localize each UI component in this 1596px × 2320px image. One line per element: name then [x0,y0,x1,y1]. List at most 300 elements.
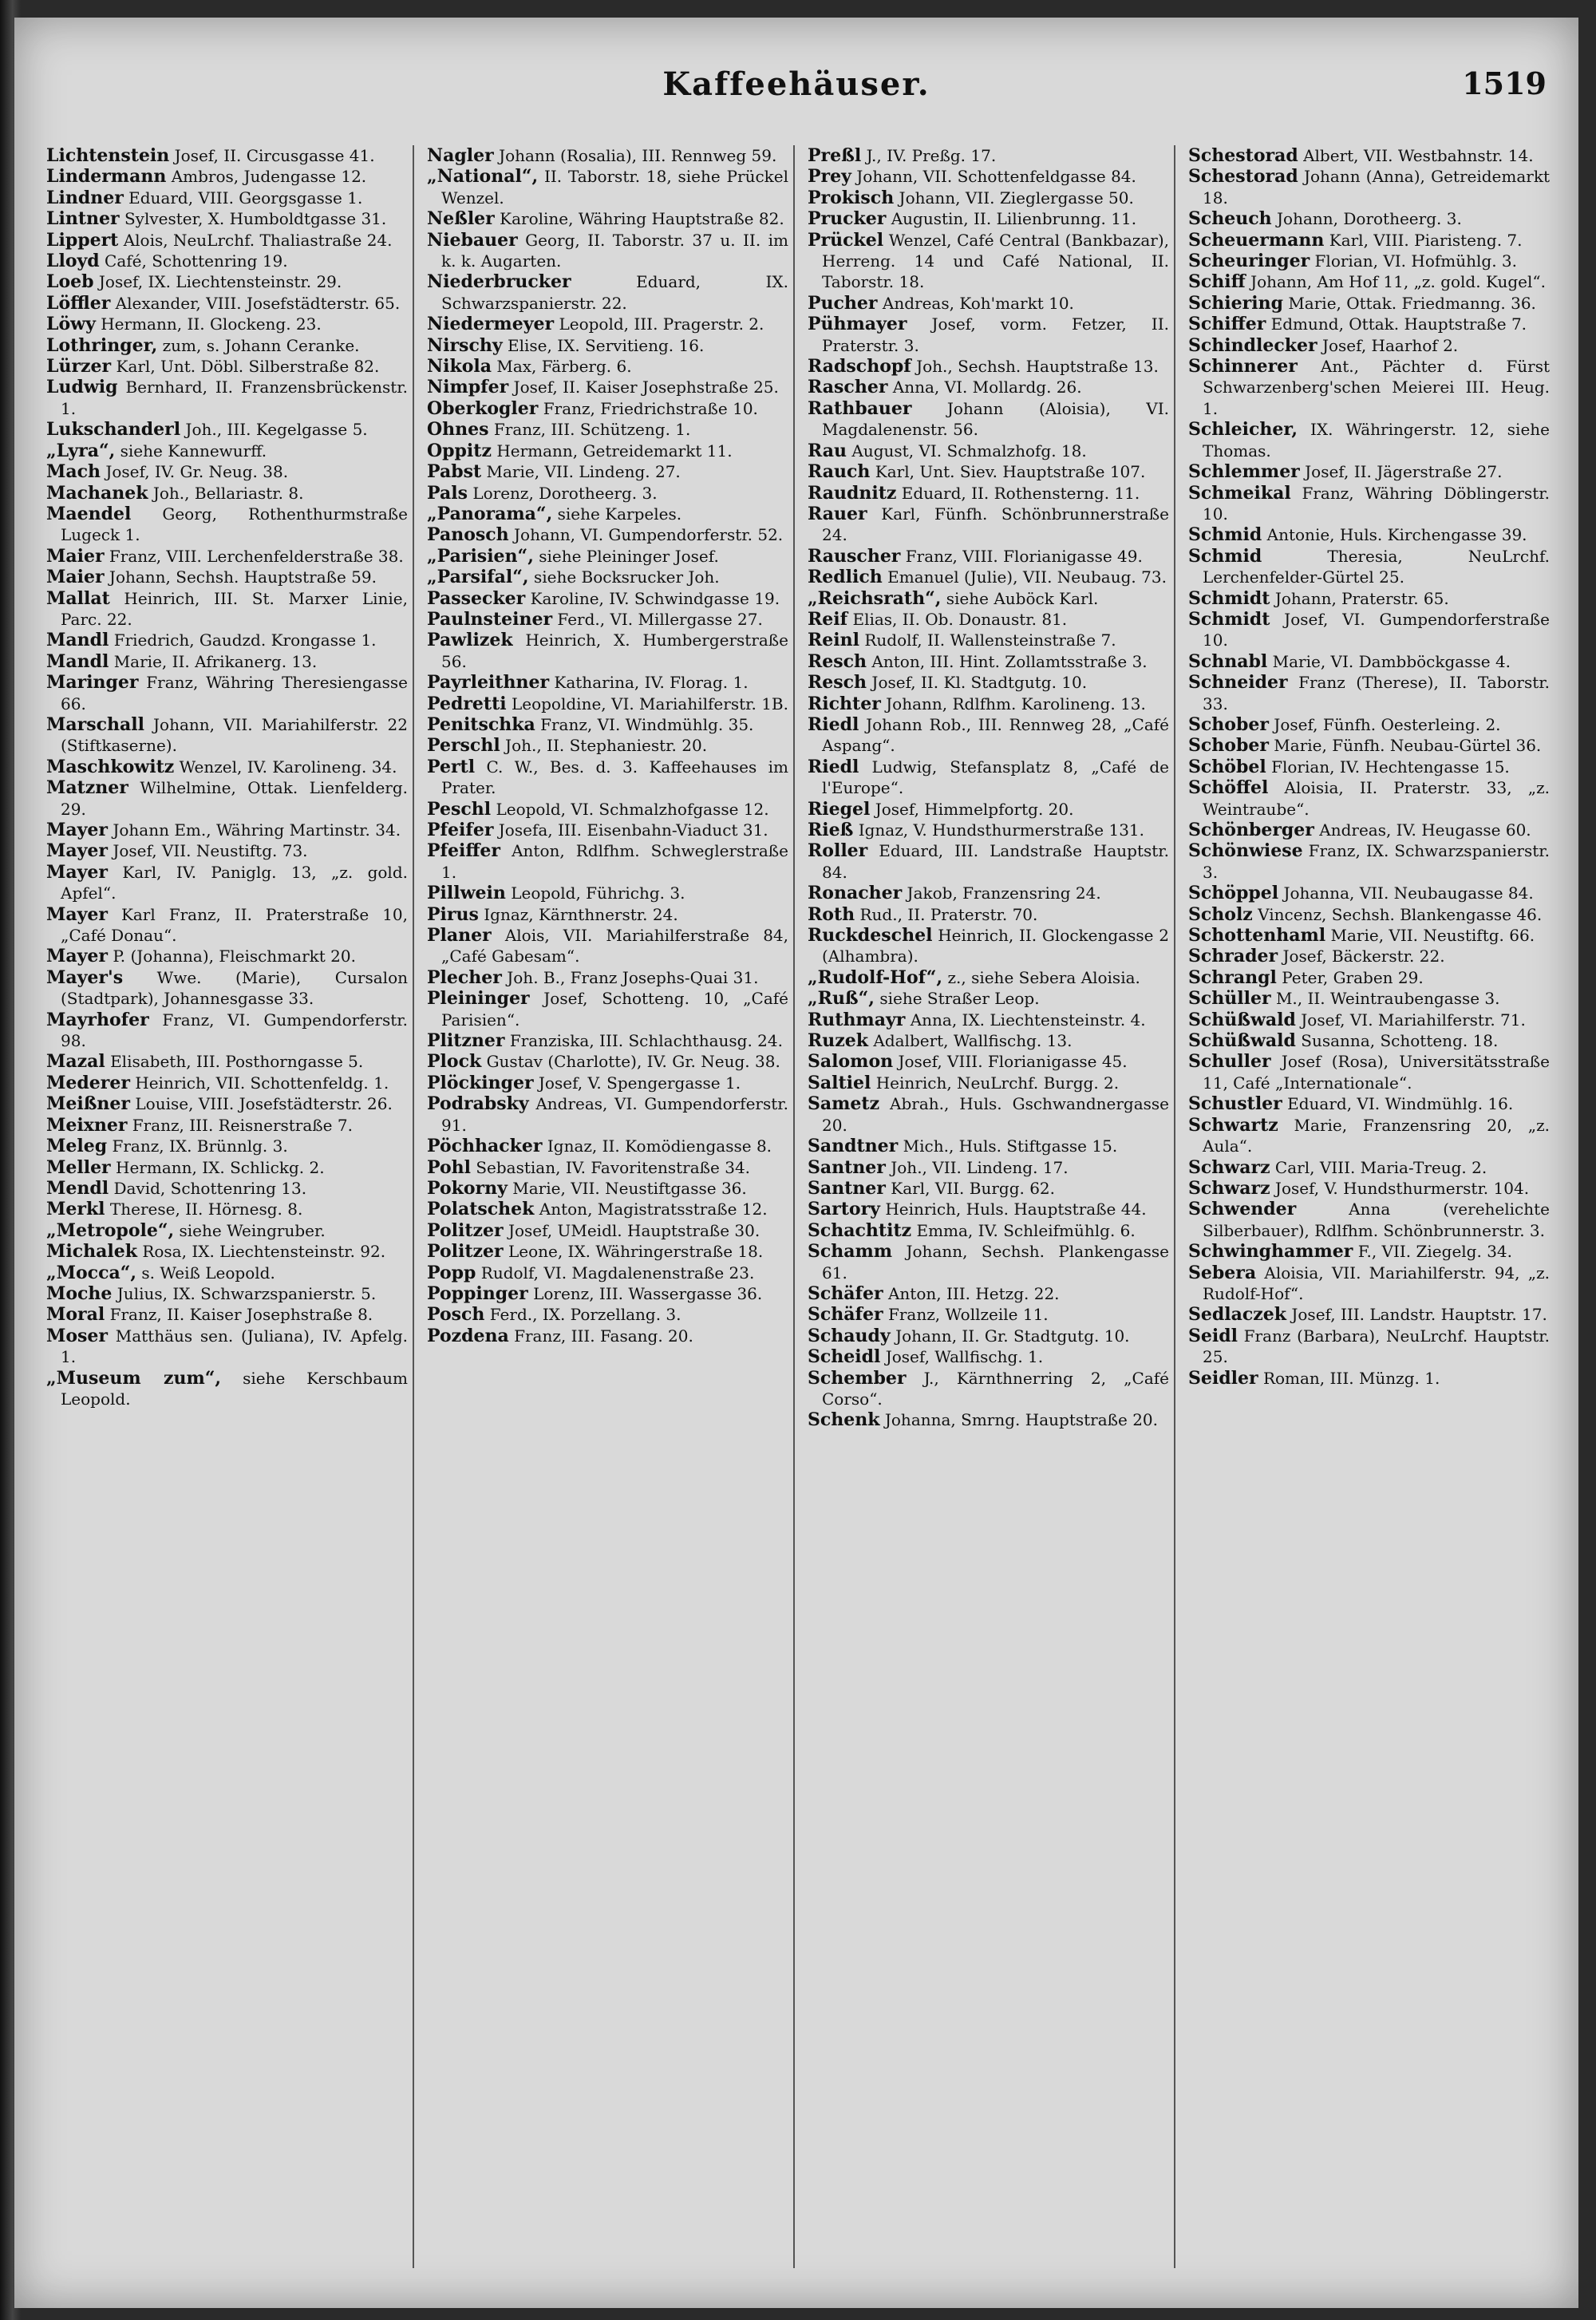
entry-details: Franz, III. Reisnerstraße 7. [132,1115,353,1135]
entry-details: Joh., Sechsh. Hauptstraße 13. [916,357,1159,377]
entry-name: Pohl [427,1156,471,1178]
entry-name: Lothringer, [46,334,158,356]
entry-name: Rauer [808,503,867,524]
entry-name: Prucker [808,208,887,230]
directory-entry [808,208,1169,229]
entry-name: Ludwig [46,377,118,398]
directory-entry [1188,904,1550,925]
directory-entry [46,483,408,504]
entry-details: Abrah., Huls. Gschwandnergasse 20. [822,1094,1170,1135]
directory-entry [46,145,408,166]
directory-entry [427,609,788,630]
directory-entry [46,271,408,292]
entry-name: Nikola [427,356,492,377]
entry-name: Scheuringer [1188,251,1310,272]
entry-name: Ruthmayr [808,1009,906,1030]
entry-details: Franz, IX. Schwarzspanierstr. 3. [1203,841,1550,882]
entry-name: Maier [46,545,105,567]
directory-entry [1188,483,1550,525]
entry-details: Franz, VI. Gumpendorferstr. 98. [61,1010,409,1051]
entry-details: David, Schottenring 13. [113,1178,307,1198]
entry-details: siehe Straßer Leop. [879,989,1040,1009]
entry-name: Schwarz [1188,1177,1270,1199]
entry-name: Schottenhaml [1188,925,1326,947]
entry-name: Marschall [46,713,144,735]
entry-name: Schiffer [1188,314,1266,335]
entry-name: Sebera [1188,1262,1257,1283]
entry-details: Florian, VI. Hofmühlg. 3. [1314,251,1518,271]
directory-entry [427,441,788,461]
directory-entry [46,1073,408,1093]
column-3 [808,145,1175,2268]
entry-name: Roth [808,903,855,925]
entry-name: „Mocca“, [46,1262,137,1283]
directory-entry [46,1241,408,1262]
directory-entry [808,1304,1169,1325]
entry-name: Meller [46,1156,111,1178]
directory-entry [808,1010,1169,1030]
entry-details: Josef, VIII. Florianigasse 45. [898,1052,1128,1072]
entry-details: Heinrich, II. Glockengasse 2 (Alhambra). [822,926,1169,966]
entry-details: IX. Währingerstr. 12, siehe Thomas. [1203,420,1550,460]
entry-name: Pöchhacker [427,1136,543,1157]
entry-details: Josef, V. Hundsthurmerstr. 104. [1274,1178,1530,1198]
directory-entry [808,504,1169,546]
directory-entry [808,293,1169,314]
entry-name: Scholz [1188,903,1253,925]
directory-entry [1188,735,1550,756]
directory-entry [427,398,788,419]
entry-details: Mich., Huls. Stiftgasse 15. [903,1136,1118,1156]
entry-name: Mayer [46,861,108,883]
entry-details: siehe Pleininger Josef. [539,546,719,566]
entry-details: Gustav (Charlotte), IV. Gr. Neug. 38. [486,1052,780,1072]
directory-entry [46,230,408,251]
entry-name: Schestorad [1188,166,1298,188]
entry-name: Raudnitz [808,482,897,504]
directory-entry [46,904,408,947]
directory-entry [808,377,1169,397]
directory-entry [808,904,1169,925]
entry-name: Pawlizek [427,630,513,651]
entry-name: Pühmayer [808,314,907,335]
entry-details: Anton, Rdlfhm. Schweglerstraße 1. [441,841,788,882]
entry-name: Pillwein [427,883,506,904]
entry-details: Karl, IV. Paniglg. 13, „z. gold. Apfel“. [61,862,408,903]
directory-entry [1188,967,1550,988]
entry-name: Schenk [808,1409,880,1431]
entry-details: Franz, Friedrichstraße 10. [543,398,758,418]
entry-name: Popp [427,1262,476,1283]
entry-name: Posch [427,1304,485,1326]
entry-details: Hermann, Getreidemarkt 11. [496,441,733,460]
entry-name: Pokorny [427,1177,508,1199]
entry-name: Rauch [808,461,871,483]
entry-name: Schrangl [1188,966,1277,988]
entry-details: Anton, Magistratsstraße 12. [539,1200,768,1219]
entry-name: Nagler [427,145,494,166]
entry-details: Wwe. (Marie), Cursalon (Stadtpark), Johannesgasse 33. [61,967,409,1009]
entry-details: s. Weiß Leopold. [141,1263,275,1283]
entry-name: Maendel [46,503,132,524]
entry-name: Meißner [46,1093,131,1115]
entry-details: August, VI. Schmalzhofg. 18. [851,441,1087,460]
entry-details: Andreas, IV. Heugasse 60. [1319,820,1531,840]
directory-entry [46,651,408,672]
entry-name: Michalek [46,1241,137,1263]
entry-name: Schmidt [1188,608,1270,630]
entry-name: Sametz [808,1093,880,1115]
entry-details: Johann (Rosalia), III. Rennweg 59. [499,146,777,165]
directory-entry [427,524,788,545]
entry-details: Marie, VII. Lindeng. 27. [486,462,681,482]
entry-details: Andreas, Koh'markt 10. [882,293,1074,313]
entry-details: siehe Karpeles. [557,504,682,524]
entry-details: Franz, VIII. Lerchenfelderstraße 38. [109,546,404,566]
entry-name: Schustler [1188,1093,1282,1115]
directory-entry [427,1157,788,1178]
entry-details: Josef, Schotteng. 10, „Café Parisien“. [441,989,788,1030]
entry-details: siehe Bocksrucker Joh. [533,567,720,587]
entry-details: z., siehe Sebera Aloisia. [947,967,1140,987]
entry-details: Alois, VII. Mariahilferstraße 84, „Café Gabesam“. [441,926,789,966]
entry-details: Therese, II. Hörnesg. 8. [109,1200,303,1219]
directory-entry [1188,1051,1550,1093]
entry-details: Franz, VIII. Florianigasse 49. [905,546,1143,566]
directory-entry [808,799,1169,820]
entry-name: Mayer [46,840,108,862]
entry-details: Johann, VII. Schottenfeldgasse 84. [856,167,1136,187]
entry-details: Johann, Dorotheerg. 3. [1277,209,1462,229]
directory-entry [808,1093,1169,1136]
entry-name: „Rudolf-Hof“, [808,966,943,988]
entry-details: Albert, VII. Westbahnstr. 14. [1303,146,1534,165]
entry-name: Oppitz [427,440,492,461]
entry-details: Rud., II. Praterstr. 70. [859,904,1038,924]
entry-name: Ronacher [808,883,903,904]
entry-details: Rosa, IX. Liechtensteinstr. 92. [142,1242,386,1262]
directory-entry [1188,714,1550,735]
entry-details: Josef, VII. Neustiftg. 73. [113,841,308,861]
entry-details: Josef, VI. Mariahilferstr. 71. [1301,1010,1526,1030]
entry-details: Joh., VII. Lindeng. 17. [891,1157,1069,1177]
directory-entry [1188,1263,1550,1305]
entry-name: Lindner [46,187,124,208]
directory-entry [46,1199,408,1219]
entry-name: Schäfer [808,1283,883,1304]
directory-entry [46,672,408,714]
directory-entry [46,251,408,271]
entry-details: Josef, VI. Gumpendorferstraße 10. [1203,609,1550,650]
entry-name: Pertl [427,756,476,777]
entry-name: Niederbrucker [427,271,571,293]
entry-details: Sebastian, IV. Favoritenstraße 34. [476,1157,751,1177]
directory-entry [808,630,1169,650]
entry-name: Schüller [1188,988,1271,1010]
directory-entry [427,504,788,524]
entry-name: Mallat [46,587,110,609]
entry-details: Josefa, III. Eisenbahn-Viaduct 31. [498,820,768,840]
directory-entry [46,567,408,587]
entry-name: Plock [427,1051,482,1073]
entry-details: siehe Kerschbaum Leopold. [61,1368,408,1409]
entry-details: Ludwig, Stefansplatz 8, „Café de l'Europe“. [822,757,1170,798]
entry-details: Johann, Rdlfhm. Karolineng. 13. [886,694,1146,713]
directory-entry [1188,356,1550,419]
entry-name: Schiff [1188,271,1246,293]
entry-details: Emma, IV. Schleifmühlg. 6. [916,1220,1136,1240]
entry-details: Julius, IX. Schwarzspanierstr. 5. [117,1283,377,1303]
entry-details: Marie, VII. Neustiftgasse 36. [512,1178,747,1198]
entry-name: Schwartz [1188,1114,1278,1136]
directory-entry [427,546,788,567]
entry-details: Elias, II. Ob. Donaustr. 81. [852,609,1068,629]
entry-details: Ferd., IX. Porzellang. 3. [489,1305,681,1325]
entry-name: Schuller [1188,1051,1271,1073]
entry-details: Rudolf, VI. Magdalenenstraße 23. [480,1263,755,1283]
entry-details: Franz, III. Schützeng. 1. [493,420,691,440]
column-1 [46,145,414,2268]
directory-entry [46,1157,408,1178]
directory-entry [46,188,408,208]
directory-entry [46,1326,408,1368]
entry-details: Elise, IX. Servitieng. 16. [507,335,705,355]
entry-name: Ruzek [808,1030,869,1052]
entry-name: „Metropole“, [46,1219,175,1241]
directory-entry [427,630,788,672]
entry-details: Adalbert, Wallfischg. 13. [873,1031,1073,1051]
entry-details: Josef, UMeidl. Hauptstraße 30. [508,1220,760,1240]
entry-name: Scheuermann [1188,229,1325,251]
entry-name: Schönwiese [1188,840,1303,862]
entry-name: Schober [1188,713,1269,735]
entry-details: Johann, Sechsh. Plankengasse 61. [822,1242,1169,1283]
directory-entry [427,735,788,756]
entry-details: Edmund, Ottak. Hauptstraße 7. [1270,314,1527,334]
directory-entry [1188,588,1550,609]
entry-name: Nimpfer [427,377,509,398]
directory-page [14,18,1578,2308]
entry-name: Schindlecker [1188,334,1317,356]
entry-details: Friedrich, Gaudzd. Krongasse 1. [113,630,377,650]
entry-name: Lichtenstein [46,145,170,166]
entry-details: J., IV. Preßg. 17. [866,146,997,165]
entry-details: Marie, VII. Neustiftg. 66. [1330,926,1535,946]
directory-entry [808,988,1169,1009]
entry-details: Johann (Anna), Getreidemarkt 18. [1203,167,1550,207]
directory-entry [427,1199,788,1219]
entry-details: Katharina, IV. Florag. 1. [554,673,749,693]
directory-entry [808,1073,1169,1093]
entry-name: Planer [427,925,492,947]
entry-name: Schaudy [808,1325,891,1346]
directory-entry [808,1368,1169,1410]
directory-entry [808,188,1169,208]
entry-details: Josef, IX. Liechtensteinstr. 29. [98,272,342,292]
directory-entry [808,883,1169,903]
entry-details: II. Taborstr. 18, siehe Prückel Wenzel. [441,167,789,207]
entry-name: Mayer [46,903,108,925]
directory-entry [427,483,788,504]
entry-name: Seidl [1188,1325,1238,1346]
entry-name: „Museum zum“, [46,1367,222,1389]
directory-entry [808,145,1169,166]
directory-entry [427,1030,788,1051]
entry-details: Matthäus sen. (Juliana), IV. Apfelg. 1. [61,1326,409,1367]
entry-details: Franz, IX. Brünnlg. 3. [112,1136,288,1156]
directory-entry [427,1051,788,1072]
entry-name: Peschl [427,798,492,820]
entry-name: Schlemmer [1188,461,1300,483]
entry-details: Johann Rob., III. Rennweg 28, „Café Aspang“. [822,714,1170,756]
entry-details: Wenzel, IV. Karolineng. 34. [179,757,397,777]
entry-details: Emanuel (Julie), VII. Neubaug. 73. [887,567,1167,587]
entry-name: Moral [46,1304,105,1326]
directory-entry [46,1010,408,1052]
entry-name: Rieß [808,820,854,840]
entry-name: Riedl [808,756,859,777]
entry-details: Josef, III. Landstr. Hauptstr. 17. [1291,1305,1547,1325]
directory-entry [46,208,408,229]
entry-details: Carl, VIII. Maria-Treug. 2. [1274,1157,1487,1177]
entry-name: Paulnsteiner [427,608,553,630]
directory-entry [46,820,408,840]
page-title: Kaffeehäuser. [662,65,930,103]
directory-entry [46,630,408,650]
entry-details: Franz, Wollzeile 11. [887,1305,1049,1325]
directory-entry [46,314,408,334]
entry-details: Josef, II. Circusgasse 41. [174,146,375,165]
directory-entry [1188,546,1550,588]
entry-name: Pfeifer [427,820,494,840]
entry-details: Johann, VI. Gumpendorferstr. 52. [514,525,784,545]
entry-name: Plöckinger [427,1072,534,1093]
entry-details: Johann, VII. Zieglergasse 50. [899,188,1134,207]
directory-entry [46,1051,408,1072]
directory-entry [427,820,788,840]
entry-details: Alexander, VIII. Josefstädterstr. 65. [115,293,401,313]
directory-entry [46,1220,408,1241]
entry-name: Penitschka [427,713,535,735]
directory-entry [427,166,788,208]
entry-name: Santner [808,1156,886,1178]
directory-entry [808,441,1169,461]
entry-details: Joh., II. Stephaniestr. 20. [505,736,708,756]
entry-name: Pucher [808,292,878,314]
entry-name: Rau [808,440,847,461]
entry-name: Politzer [427,1219,504,1241]
entry-details: Johann Em., Währing Martinstr. 34. [113,820,401,840]
directory-entry [808,230,1169,293]
directory-entry [1188,651,1550,672]
entry-details: Heinrich, X. Humbergerstraße 56. [441,630,788,671]
directory-entry [46,1368,408,1410]
entry-name: Mendl [46,1177,109,1199]
entry-name: Redlich [808,567,883,588]
entry-name: Riegel [808,798,871,820]
directory-entry [46,1283,408,1304]
directory-entry [1188,777,1550,820]
entry-details: Leopold, VI. Schmalzhofgasse 12. [496,799,769,819]
entry-name: Neßler [427,208,495,230]
entry-name: Prückel [808,229,884,251]
entry-name: Reif [808,608,848,630]
entry-name: Schöppel [1188,883,1279,904]
directory-entry [808,672,1169,693]
directory-entry [808,1178,1169,1199]
entry-name: Pozdena [427,1325,509,1346]
directory-entry [46,862,408,904]
entry-details: Eduard, VIII. Georgsgasse 1. [128,188,363,207]
entry-details: Karl, Unt. Döbl. Silberstraße 82. [116,357,380,377]
directory-entry [808,398,1169,441]
column-2 [427,145,795,2268]
directory-entry [1188,1010,1550,1030]
directory-entry [1188,166,1550,208]
entry-details: Johanna, VII. Neubaugasse 84. [1283,883,1534,903]
directory-entry [808,1051,1169,1072]
entry-details: Elisabeth, III. Posthorngasse 5. [110,1052,364,1072]
directory-entry [808,757,1169,799]
entry-name: Schamm [808,1241,893,1263]
entry-name: Plitzner [427,1030,505,1052]
entry-name: Maier [46,567,105,588]
directory-entry [46,335,408,356]
directory-entry [1188,251,1550,271]
directory-entry [427,1073,788,1093]
entry-details: siehe Weingruber. [179,1220,326,1240]
entry-details: Anton, III. Hint. Zollamtsstraße 3. [871,651,1148,671]
entry-details: Ignaz, II. Komödiengasse 8. [547,1136,772,1156]
directory-entry [1188,1178,1550,1199]
entry-name: Matzner [46,777,128,799]
entry-details: Josef, V. Spengergasse 1. [538,1073,741,1093]
entry-details: Ambros, Judengasse 12. [171,167,367,187]
directory-entry [427,1304,788,1325]
directory-entry [427,377,788,397]
directory-entry [1188,461,1550,482]
directory-entry [427,145,788,166]
entry-name: Seidler [1188,1367,1258,1389]
entry-name: Resch [808,650,867,672]
entry-details: Anna, IX. Liechtensteinstr. 4. [910,1010,1146,1030]
directory-entry [46,356,408,377]
entry-name: Sedlaczek [1188,1304,1287,1326]
directory-entry [808,588,1169,609]
entry-name: Schwinghammer [1188,1241,1353,1263]
entry-name: Meixner [46,1114,128,1136]
directory-entry [46,441,408,461]
directory-entry [1188,271,1550,292]
directory-entry [808,356,1169,377]
entry-details: Marie, II. Afrikanerg. 13. [113,651,318,671]
entry-name: Nirschy [427,334,503,356]
entry-name: Lippert [46,229,119,251]
entry-details: Karl, VIII. Piaristeng. 7. [1329,230,1523,250]
directory-entry [427,967,788,988]
entry-details: Max, Färberg. 6. [496,357,632,377]
entry-details: M., II. Weintraubengasse 3. [1275,989,1500,1009]
directory-entry [46,1304,408,1325]
entry-name: Schestorad [1188,145,1298,166]
entry-details: Eduard, IX. Schwarzspanierstr. 22. [441,272,788,313]
entry-details: Johanna, Smrng. Hauptstraße 20. [884,1410,1158,1430]
directory-entry [1188,672,1550,714]
directory-entry [427,567,788,587]
entry-name: Prokisch [808,187,895,208]
entry-name: Mederer [46,1072,130,1093]
entry-details: Karl, Fünfh. Schönbrunnerstraße 24. [822,504,1170,545]
